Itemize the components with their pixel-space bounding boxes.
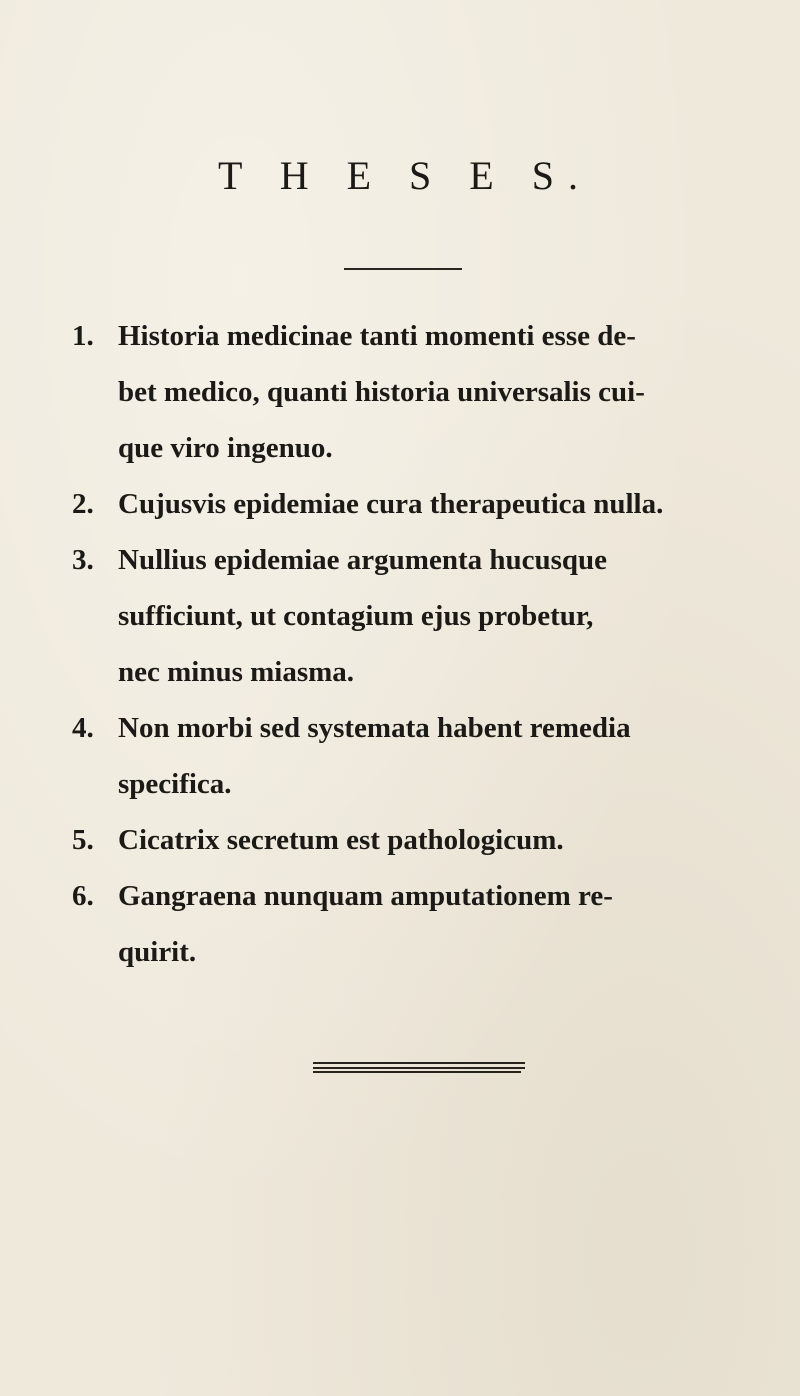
thesis-number: 3. bbox=[72, 544, 94, 576]
thesis-number: 5. bbox=[72, 824, 94, 856]
thesis-line: Cicatrix secretum est pathologicum. bbox=[118, 824, 564, 856]
thesis-item-2 bbox=[72, 476, 772, 532]
end-rule-divider bbox=[313, 1071, 521, 1073]
thesis-text bbox=[118, 812, 772, 868]
thesis-text bbox=[118, 476, 772, 532]
thesis-text bbox=[118, 532, 772, 700]
page-title: T H E S E S. bbox=[218, 153, 592, 198]
thesis-line: bet medico, quanti historia universalis cui- bbox=[118, 376, 645, 408]
thesis-line: Non morbi sed systemata habent remedia bbox=[118, 712, 631, 744]
thesis-number: 2. bbox=[72, 488, 94, 520]
thesis-text bbox=[118, 700, 772, 812]
theses-list bbox=[72, 308, 772, 980]
thesis-line: que viro ingenuo. bbox=[118, 432, 333, 464]
end-rule-divider bbox=[313, 1067, 525, 1069]
end-rule-divider bbox=[313, 1062, 525, 1064]
thesis-number: 6. bbox=[72, 880, 94, 912]
thesis-item-1 bbox=[72, 308, 772, 476]
thesis-text bbox=[118, 308, 772, 476]
thesis-item-6 bbox=[72, 868, 772, 980]
thesis-line: Historia medicinae tanti momenti esse de- bbox=[118, 320, 636, 352]
thesis-line: Gangraena nunquam amputationem re- bbox=[118, 880, 613, 912]
thesis-line: Nullius epidemiae argumenta hucusque bbox=[118, 544, 608, 576]
thesis-item-5 bbox=[72, 812, 772, 868]
thesis-line: specifica. bbox=[118, 768, 232, 800]
thesis-line: Cujusvis epidemiae cura therapeutica nulla. bbox=[118, 488, 664, 520]
thesis-line: nec minus miasma. bbox=[118, 656, 355, 688]
thesis-item-4 bbox=[72, 700, 772, 812]
thesis-line: quirit. bbox=[118, 936, 197, 968]
thesis-item-3 bbox=[72, 532, 772, 700]
thesis-number: 4. bbox=[72, 712, 94, 744]
thesis-number: 1. bbox=[72, 320, 94, 352]
thesis-text bbox=[118, 868, 772, 980]
thesis-line: sufficiunt, ut contagium ejus probetur, bbox=[118, 600, 594, 632]
title-rule-divider bbox=[344, 268, 462, 270]
